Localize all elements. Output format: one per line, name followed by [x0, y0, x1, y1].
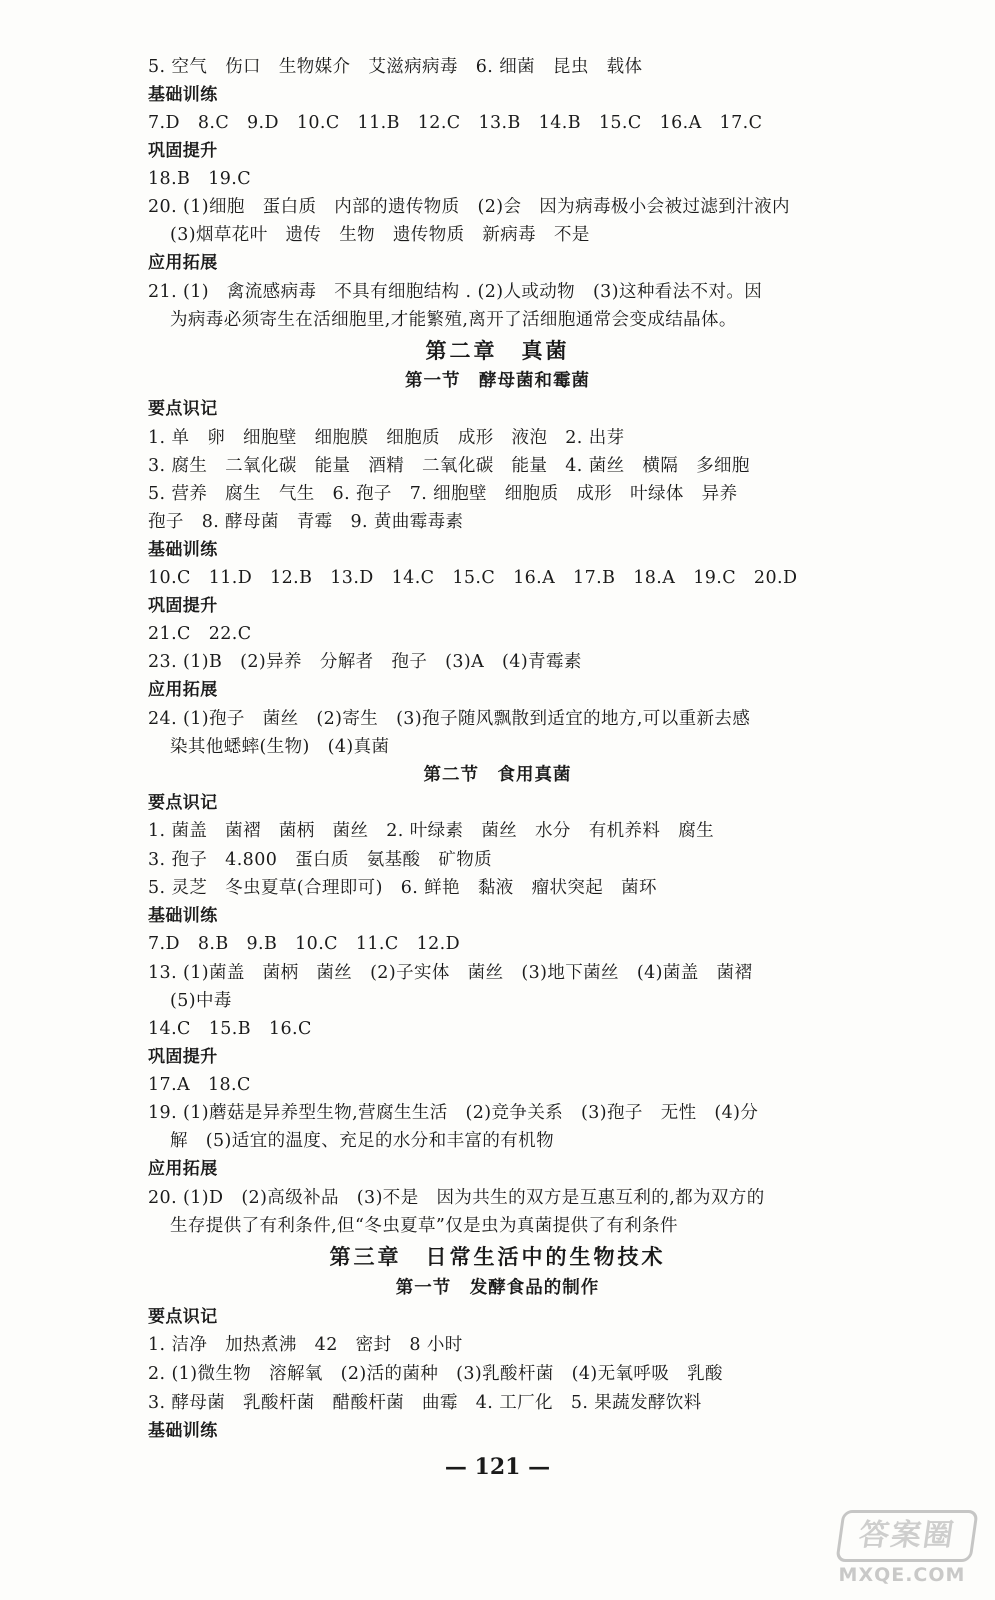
- answer-line: 染其他蟋蟀(生物) (4)真菌: [170, 737, 390, 757]
- answer-line: 7.D 8.B 9.B 10.C 11.C 12.D: [148, 934, 461, 954]
- section-label: 要点识记: [148, 1307, 218, 1327]
- section-label: 巩固提升: [148, 141, 218, 161]
- answer-line: 1. 单 卵 细胞壁 细胞膜 细胞质 成形 液泡 2. 出芽: [148, 428, 625, 448]
- answer-line: 为病毒必须寄生在活细胞里,才能繁殖,离开了活细胞通常会变成结晶体。: [170, 310, 737, 330]
- answer-line: 5. 灵芝 冬虫夏草(合理即可) 6. 鲜艳 黏液 瘤状突起 菌环: [148, 878, 657, 898]
- answer-line: (5)中毒: [170, 991, 232, 1011]
- page-number: — 121 —: [444, 1454, 551, 1480]
- answer-line: 3. 孢子 4.800 蛋白质 氨基酸 矿物质: [148, 850, 493, 870]
- answer-line: (3)烟草花叶 遗传 生物 遗传物质 新病毒 不是: [170, 225, 590, 245]
- answer-line: 10.C 11.D 12.B 13.D 14.C 15.C 16.A 17.B 18.A 19.C 20.D: [148, 568, 798, 588]
- section-label: 要点识记: [148, 399, 218, 419]
- watermark-title: 答案圈: [835, 1510, 978, 1562]
- answer-line: 3. 酵母菌 乳酸杆菌 醋酸杆菌 曲霉 4. 工厂化 5. 果蔬发酵饮料: [148, 1393, 702, 1413]
- answer-line: 21.C 22.C: [148, 624, 252, 644]
- answer-line: 21. (1) 禽流感病毒 不具有细胞结构 . (2)人或动物 (3)这种看法不对。因: [148, 282, 763, 302]
- section-label: 巩固提升: [148, 596, 218, 616]
- chapter-title: 第三章 日常生活中的生物技术: [329, 1245, 666, 1269]
- section-label: 应用拓展: [148, 1159, 218, 1179]
- section-title: 第一节 酵母菌和霉菌: [405, 371, 590, 391]
- answer-line: 3. 腐生 二氧化碳 能量 酒精 二氧化碳 能量 4. 菌丝 横隔 多细胞: [148, 456, 750, 476]
- answer-line: 1. 洁净 加热煮沸 42 密封 8 小时: [148, 1335, 463, 1355]
- answer-line: 7.D 8.C 9.D 10.C 11.B 12.C 13.B 14.B 15.C 16.A 17.C: [148, 113, 763, 133]
- answer-line: 24. (1)孢子 菌丝 (2)寄生 (3)孢子随风飘散到适宜的地方,可以重新去感: [148, 709, 751, 729]
- chapter-title: 第二章 真菌: [425, 339, 570, 363]
- answer-line: 5. 空气 伤口 生物媒介 艾滋病病毒 6. 细菌 昆虫 载体: [148, 57, 643, 77]
- section-label: 基础训练: [148, 85, 218, 105]
- section-label: 基础训练: [148, 906, 218, 926]
- answer-line: 孢子 8. 酵母菌 青霉 9. 黄曲霉毒素: [148, 512, 464, 532]
- watermark-url: MXQE.COM: [838, 1564, 966, 1586]
- section-label: 应用拓展: [148, 680, 218, 700]
- section-title: 第一节 发酵食品的制作: [395, 1278, 600, 1298]
- answer-line: 5. 营养 腐生 气生 6. 孢子 7. 细胞壁 细胞质 成形 叶绿体 异养: [148, 484, 738, 504]
- section-label: 巩固提升: [148, 1047, 218, 1067]
- section-label: 应用拓展: [148, 253, 218, 273]
- section-label: 基础训练: [148, 540, 218, 560]
- answer-line: 18.B 19.C: [148, 169, 252, 189]
- answer-line: 17.A 18.C: [148, 1075, 251, 1095]
- answer-line: 13. (1)菌盖 菌柄 菌丝 (2)子实体 菌丝 (3)地下菌丝 (4)菌盖 菌褶: [148, 963, 753, 983]
- watermark-logo: [827, 1510, 977, 1590]
- section-title: 第二节 食用真菌: [423, 765, 572, 785]
- answer-line: 20. (1)细胞 蛋白质 内部的遗传物质 (2)会 因为病毒极小会被过滤到汁液内: [148, 197, 790, 217]
- answer-line: 14.C 15.B 16.C: [148, 1019, 312, 1039]
- answer-line: 20. (1)D (2)高级补品 (3)不是 因为共生的双方是互惠互利的,都为双方的: [148, 1188, 765, 1208]
- answer-line: 2. (1)微生物 溶解氧 (2)活的菌种 (3)乳酸杆菌 (4)无氧呼吸 乳酸: [148, 1364, 723, 1384]
- section-label: 要点识记: [148, 793, 218, 813]
- answer-line: 解 (5)适宜的温度、充足的水分和丰富的有机物: [170, 1131, 554, 1151]
- answer-line: 生存提供了有利条件,但“冬虫夏草”仅是虫为真菌提供了有利条件: [170, 1216, 678, 1236]
- answer-line: 19. (1)蘑菇是异养型生物,营腐生生活 (2)竞争关系 (3)孢子 无性 (4)分: [148, 1103, 759, 1123]
- section-label: 基础训练: [148, 1421, 218, 1441]
- answer-line: 1. 菌盖 菌褶 菌柄 菌丝 2. 叶绿素 菌丝 水分 有机养料 腐生: [148, 821, 715, 841]
- answer-line: 23. (1)B (2)异养 分解者 孢子 (3)A (4)青霉素: [148, 652, 582, 672]
